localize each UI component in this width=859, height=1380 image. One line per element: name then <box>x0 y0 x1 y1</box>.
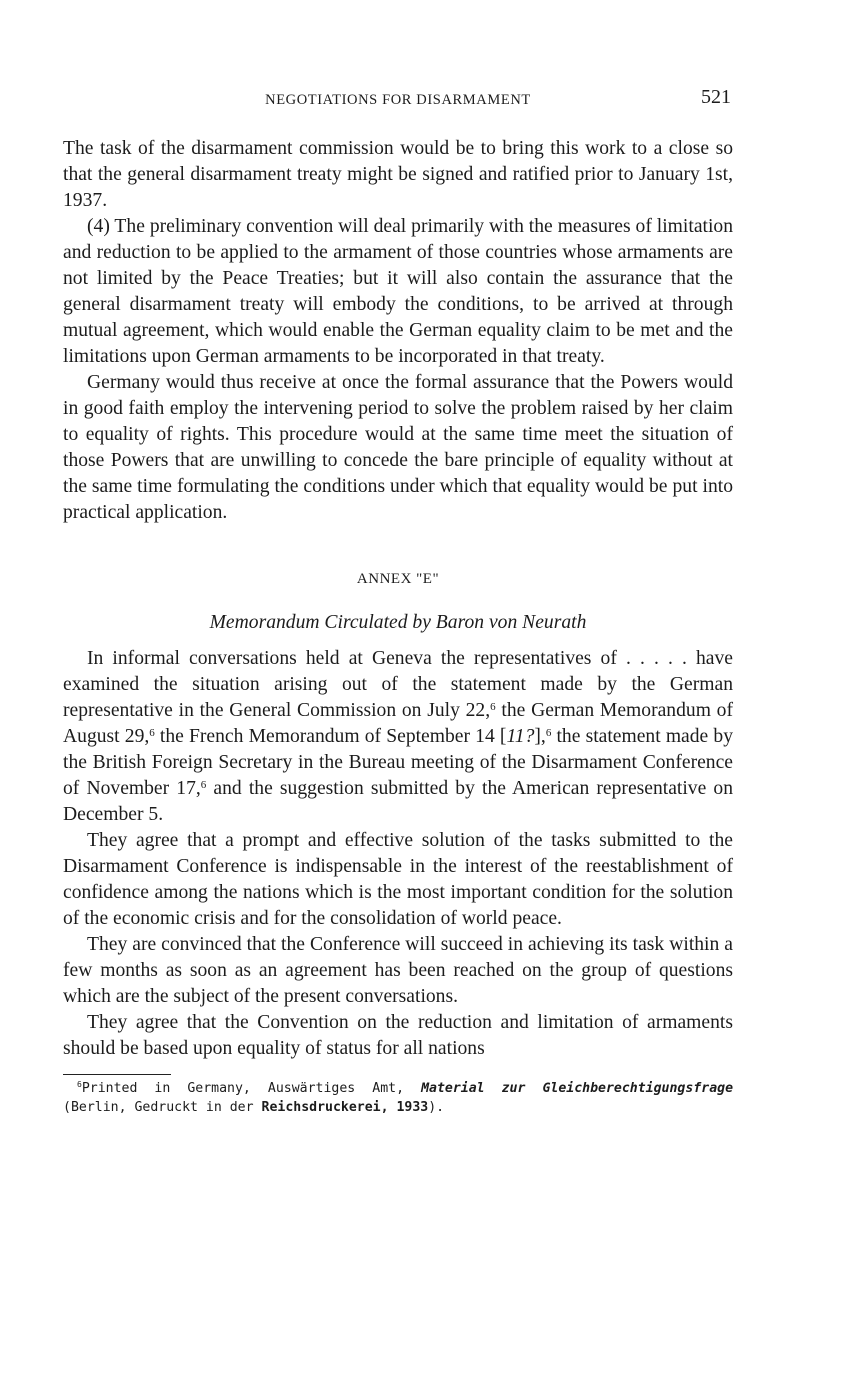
footnote-ref: 6 <box>200 779 207 791</box>
footnote <box>63 1079 733 1117</box>
text-run: the French Memorandum of September 14 [ <box>154 726 507 747</box>
footnote-ref: 6 <box>545 727 552 739</box>
paragraph: The task of the disarmament commission would be to bring this work to a close so that the general disarmament treaty might be signed and ratified prior to January 1st, 1937. <box>63 138 733 211</box>
paragraph: They are convinced that the Conference will succeed in achieving its task within a few months as soon as an agreement has been reached on the group of questions which are the subject of the present conversations. <box>63 934 733 1007</box>
text-run: ], <box>534 726 546 747</box>
annex-title: ANNEX "E" <box>356 571 440 587</box>
page-number: 521 <box>701 86 731 108</box>
paragraph: (4) The preliminary convention will deal primarily with the measures of limitation and reduction to be applied to the armament of those countries whose armaments are not limited by the Peace Treaties; but it will also contain the assurance that the general disarmament treaty will embody the conditions, to be arrived at through mutual agreement, which would enable the German equality claim to be met and the limitations upon German armaments to be incorporated in that treaty. <box>63 216 733 367</box>
annex-subtitle: Memorandum Circulated by Baron von Neurath <box>209 612 587 633</box>
paragraph: They agree that the Convention on the reduction and limitation of armaments should be based upon equality of status for all nations <box>63 1012 733 1059</box>
footnote-marker: 6 <box>77 1080 82 1089</box>
footnote-divider <box>63 1074 171 1075</box>
footnote-text: ). <box>428 1100 445 1115</box>
running-head: NEGOTIATIONS FOR DISARMAMENT <box>265 92 531 108</box>
page <box>63 86 733 1117</box>
footnote-text: (Berlin, Gedruckt in der <box>63 1100 262 1115</box>
footnote-ref: 6 <box>149 727 155 739</box>
footnote-title: Material zur Gleichberechtigungsfrage <box>421 1081 734 1096</box>
paragraph: Germany would thus receive at once the formal assurance that the Powers would in good faith employ the intervening period to solve the problem raised by her claim to equality of rights. This procedure would at the same time meet the situation of those Powers that are unwilling to concede the bare principle of equality without at the same time formulating the conditions under which that equality would be put into practical application. <box>63 372 733 523</box>
body-text <box>63 136 733 1117</box>
page-header <box>63 86 733 116</box>
memo-paragraph-1 <box>63 646 733 828</box>
footnote-text: Printed in Germany, Auswärtiges Amt, <box>81 1081 422 1096</box>
text-run: In informal conversations held at Geneva the representatives of . . . . . have examined the situation arising out of the statement made by the German representative in the General Commission on July 22, <box>63 648 733 721</box>
text-run: and the suggestion submitted by the American representative on December 5. <box>63 778 734 825</box>
footnote-ref: 6 <box>490 701 496 713</box>
paragraph: They agree that a prompt and effective solution of the tasks submitted to the Disarmament Conference is indispensable in the interest of the reestablishment of confidence among the nations which is the most important condition for the solution of the economic crisis and for the consolidation of world peace. <box>63 830 733 929</box>
text-run: the German Memorandum of August 29, <box>63 700 734 747</box>
text-run: the statement made by the British Foreign Secretary in the Bureau meeting of the Disarmament Conference of November 17, <box>63 726 733 799</box>
footnote-publisher: Reichsdruckerei, 1933 <box>261 1100 429 1115</box>
editorial-date: 11? <box>506 726 535 747</box>
